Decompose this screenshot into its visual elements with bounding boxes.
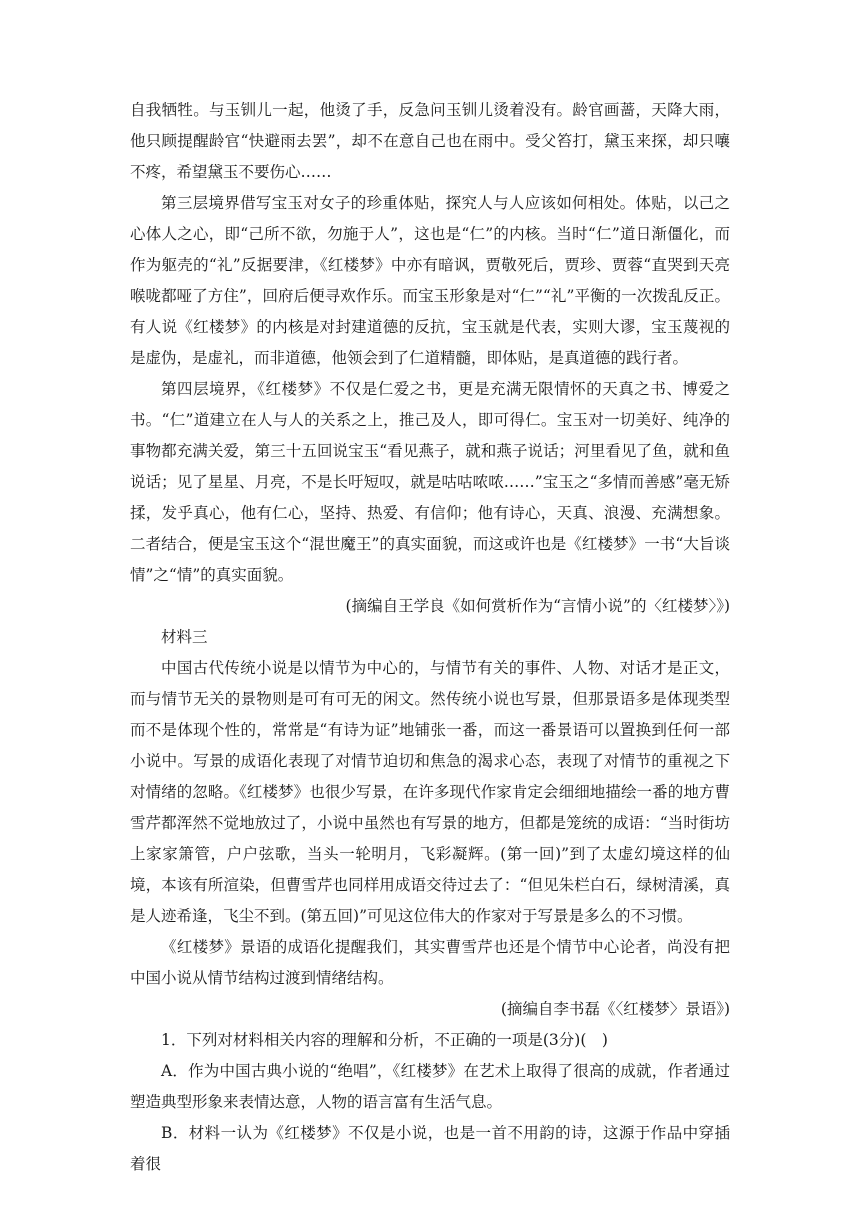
- question-1-option-a: A．作为中国古典小说的“绝唱”，《红楼梦》在艺术上取得了很高的成就，作者通过塑造典型形象来表情达意，人物的语言富有生活气息。: [130, 1062, 730, 1111]
- material-three-heading: 材料三: [161, 628, 208, 646]
- question-1-option-b: B．材料一认为《红楼梦》不仅是小说，也是一首不用韵的诗，这源于作品中穿插着很: [130, 1124, 730, 1173]
- paragraph-material-three-1: 中国古代传统小说是以情节为中心的，与情节有关的事件、人物、对话才是正文，而与情节无关的景物则是可有可无的闲文。然传统小说也写景，但那景语多是体现类型而不是体现个性的，常常是“有诗为证”地铺张一番，而这一番景语可以置换到任何一部小说中。写景的成语化表现了对情节迫切和焦急的渴求心态，表现了对情节的重视之下对情绪的忽略。《红楼梦》也很少写景，在许多现代作家肯定会细细地描绘一番的地方曹雪芹都浑然不觉地放过了，小说中虽然也有写景的地方，但都是笼统的成语：“当时街坊上家家箫管，户户弦歌，当头一轮明月，飞彩凝辉。(第一回)”到了太虚幻境这样的仙境，本该有所渲染，但曹雪芹也同样用成语交待过去了：“但见朱栏白石，绿树清溪，真是人迹希逢，飞尘不到。(第五回)”可见这位伟大的作家对于写景是多么的不习惯。: [130, 659, 730, 925]
- paragraph-material-three-2: 《红楼梦》景语的成语化提醒我们，其实曹雪芹也还是个情节中心论者，尚没有把中国小说从情节结构过渡到情绪结构。: [130, 938, 730, 987]
- question-1-stem: 1．下列对材料相关内容的理解和分析，不正确的一项是(3分)( ): [161, 1031, 608, 1049]
- paragraph-third-realm: 第三层境界借写宝玉对女子的珍重体贴，探究人与人应该如何相处。体贴，以己之心体人之心，即“己所不欲，勿施于人”，这也是“仁”的内核。当时“仁”道日渐僵化，而作为躯壳的“礼”反据要津，《红楼梦》中亦有暗讽，贾敬死后，贾珍、贾蓉“直哭到天亮喉咙都哑了方住”，回府后便寻欢作乐。而宝玉形象是对“仁”“礼”平衡的一次拨乱反正。有人说《红楼梦》的内核是对封建道德的反抗，宝玉就是代表，实则大谬，宝玉蔑视的是虚伪，是虚礼，而非道德，他领会到了仁道精髓，即体贴，是真道德的践行者。: [130, 194, 730, 367]
- paragraph-continuation: 自我牺牲。与玉钏儿一起，他烫了手，反急问玉钏儿烫着没有。龄官画蔷，天降大雨，他只顾提醒龄官“快避雨去罢”，却不在意自己也在雨中。受父笞打，黛玉来探，却只嚷不疼，希望黛玉不要伤心……: [130, 101, 730, 181]
- paragraph-fourth-realm: 第四层境界，《红楼梦》不仅是仁爱之书，更是充满无限情怀的天真之书、博爱之书。“仁”道建立在人与人的关系之上，推己及人，即可得仁。宝玉对一切美好、纯净的事物都充满关爱，第三十五回说宝玉“看见燕子，就和燕子说话；河里看见了鱼，就和鱼说话；见了星星、月亮，不是长吁短叹，就是咕咕哝哝……”宝玉之“多情而善感”毫无矫揉，发乎真心，他有仁心，坚持、热爱、有信仰；他有诗心，天真、浪漫、充满想象。二者结合，便是宝玉这个“混世魔王”的真实面貌，而这或许也是《红楼梦》一书“大旨谈情”之“情”的真实面貌。: [130, 380, 730, 584]
- source-citation-material-two: (摘编自王学良《如何赏析作为“言情小说”的〈红楼梦〉》): [345, 597, 730, 615]
- source-citation-material-three: (摘编自李书磊《〈红楼梦〉景语》): [500, 1000, 730, 1018]
- document-body: [130, 95, 730, 1180]
